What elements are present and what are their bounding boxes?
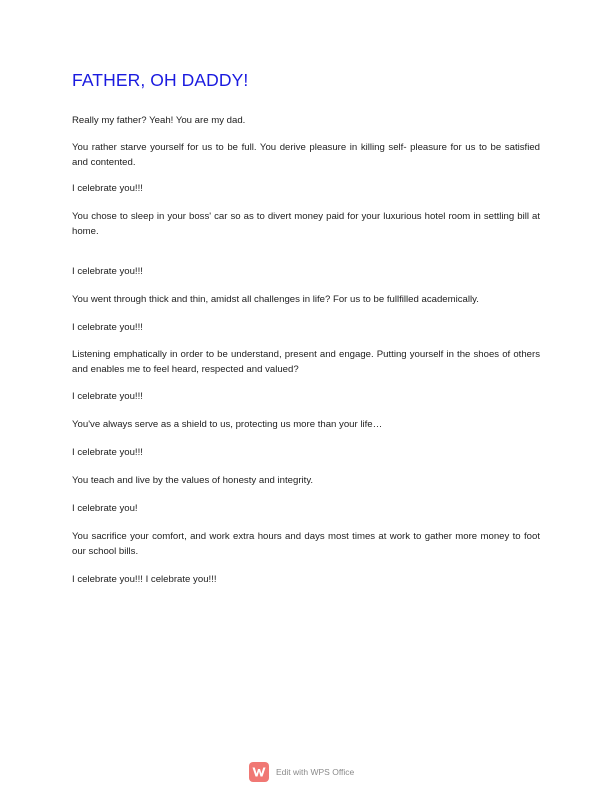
- paragraph: Listening emphatically in order to be understand, present and engage. Putting yourself in the shoes of others and enables me to feel heard, respected and valued?: [72, 349, 540, 375]
- paragraph: You went through thick and thin, amidst all challenges in life? For us to be fullfilled academically.: [72, 294, 479, 305]
- wps-office-logo-icon: [249, 762, 269, 782]
- paragraph: I celebrate you!: [72, 503, 138, 514]
- paragraph: I celebrate you!!!: [72, 183, 143, 194]
- wps-edit-link[interactable]: [249, 762, 354, 782]
- document-title: FATHER, OH DADDY!: [72, 70, 249, 90]
- paragraph: I celebrate you!!!: [72, 266, 143, 277]
- wps-edit-label: Edit with WPS Office: [276, 767, 355, 777]
- paragraph: Really my father? Yeah! You are my dad.: [72, 115, 246, 126]
- paragraph: I celebrate you!!! I celebrate you!!!: [72, 574, 217, 585]
- paragraph: I celebrate you!!!: [72, 447, 143, 458]
- paragraph: I celebrate you!!!: [72, 322, 143, 333]
- paragraph: I celebrate you!!!: [72, 391, 143, 402]
- paragraph: You teach and live by the values of honesty and integrity.: [72, 475, 314, 486]
- paragraph: You sacrifice your comfort, and work extra hours and days most times at work to gather more money to foot our school bills.: [72, 531, 540, 557]
- paragraph: You chose to sleep in your boss' car so as to divert money paid for your luxurious hotel room in settling bill at home.: [72, 211, 540, 237]
- paragraph: You've always serve as a shield to us, protecting us more than your life…: [72, 419, 383, 430]
- paragraph: You rather starve yourself for us to be full. You derive pleasure in killing self- pleasure for us to be satisfied and contented.: [72, 142, 540, 168]
